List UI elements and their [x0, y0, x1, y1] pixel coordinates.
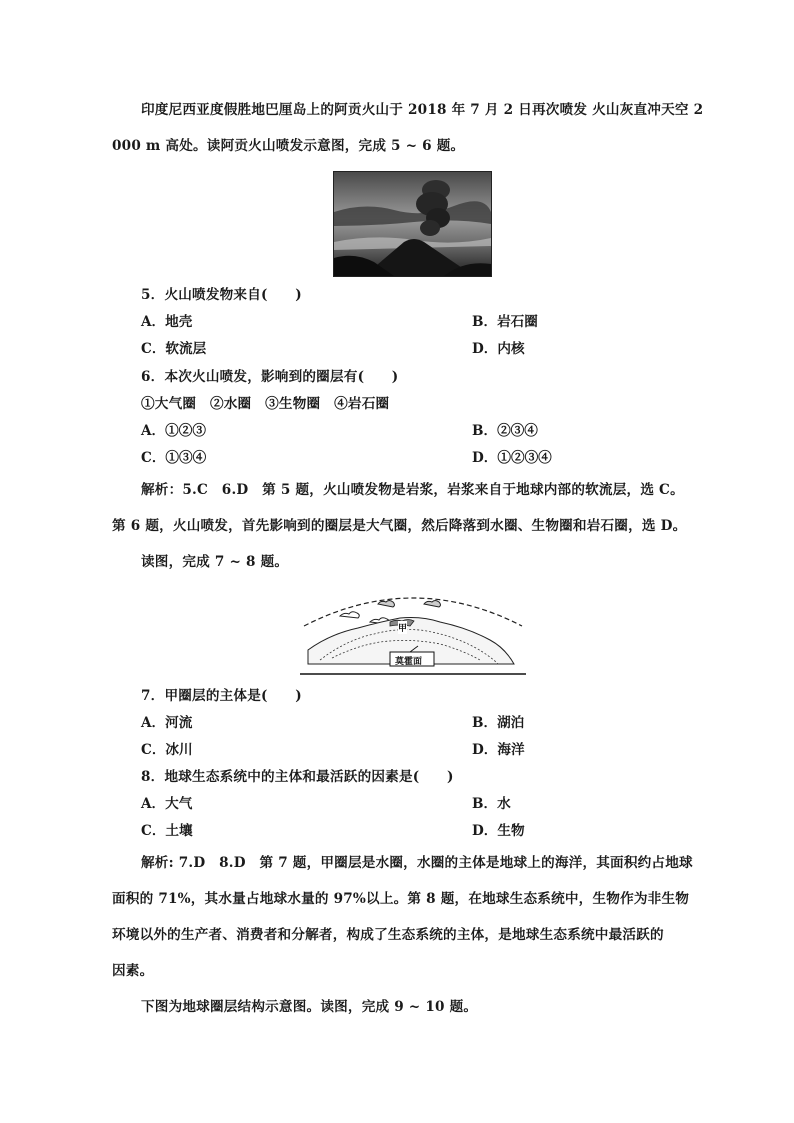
q8-stem: 8．地球生态系统中的主体和最活跃的因素是( ): [141, 769, 454, 785]
q6-items: ①大气圈 ②水圈 ③生物圈 ④岩石圈: [141, 396, 390, 412]
q7-option-a[interactable]: A．河流: [141, 715, 193, 731]
q8-option-d[interactable]: D．生物: [472, 823, 525, 839]
intro-line-2: 000 m 高处。读阿贡火山喷发示意图，完成 5 ~ 6 题。: [112, 138, 465, 154]
q7-option-b[interactable]: B．湖泊: [472, 715, 525, 731]
q6-option-c[interactable]: C．①③④: [141, 450, 207, 466]
diagram-label-moho: 莫霍面: [395, 657, 423, 667]
q5-option-d[interactable]: D．内核: [472, 341, 525, 357]
q6-stem: 6．本次火山喷发，影响到的圈层有( ): [141, 369, 399, 385]
volcano-eruption-photo: [333, 171, 492, 277]
q5-option-b[interactable]: B．岩石圈: [472, 314, 538, 330]
q6-option-a[interactable]: A．①②③: [141, 423, 206, 439]
diagram-label-jia: 甲: [398, 621, 407, 634]
analysis1-line-2: 第 6 题，火山喷发，首先影响到的圈层是大气圈，然后降落到水圈、生物圈和岩石圈，选 D。: [112, 518, 687, 534]
intro2: 读图，完成 7 ~ 8 题。: [141, 554, 289, 570]
q6-option-d[interactable]: D．①②③④: [472, 450, 552, 466]
q7-option-d[interactable]: D．海洋: [472, 742, 525, 758]
q8-option-b[interactable]: B．水: [472, 796, 511, 812]
analysis2-line-1: 解析: 7.D 8.D 第 7 题，甲圈层是水圈，水圈的主体是地球上的海洋，其面积约占地球: [141, 855, 693, 871]
q5-option-c[interactable]: C．软流层: [141, 341, 207, 357]
q8-option-c[interactable]: C．土壤: [141, 823, 193, 839]
q7-stem: 7．甲圈层的主体是( ): [141, 688, 302, 704]
intro3: 下图为地球圈层结构示意图。读图，完成 9 ~ 10 题。: [141, 999, 478, 1015]
q5-option-a[interactable]: A．地壳: [141, 314, 193, 330]
q8-option-a[interactable]: A．大气: [141, 796, 193, 812]
geosphere-diagram: [300, 588, 526, 678]
analysis1-line-1: 解析：5.C 6.D 第 5 题，火山喷发物是岩浆，岩浆来自于地球内部的软流层，选 C。: [141, 482, 684, 498]
analysis2-line-4: 因素。: [112, 963, 154, 979]
analysis2-line-3: 环境以外的生产者、消费者和分解者，构成了生态系统的主体，是地球生态系统中最活跃的: [112, 927, 664, 943]
volcano-photo-drawing: [334, 172, 491, 276]
q6-option-b[interactable]: B．②③④: [472, 423, 538, 439]
q7-option-c[interactable]: C．冰川: [141, 742, 193, 758]
analysis2-line-2: 面积的 71%，其水量占地球水量的 97%以上。第 8 题，在地球生态系统中，生物作为非生物: [112, 891, 690, 907]
q5-stem: 5．火山喷发物来自( ): [141, 287, 302, 303]
intro-line-1: 印度尼西亚度假胜地巴厘岛上的阿贡火山于 2018 年 7 月 2 日再次喷发 火山灰直冲天空 2: [141, 102, 704, 118]
